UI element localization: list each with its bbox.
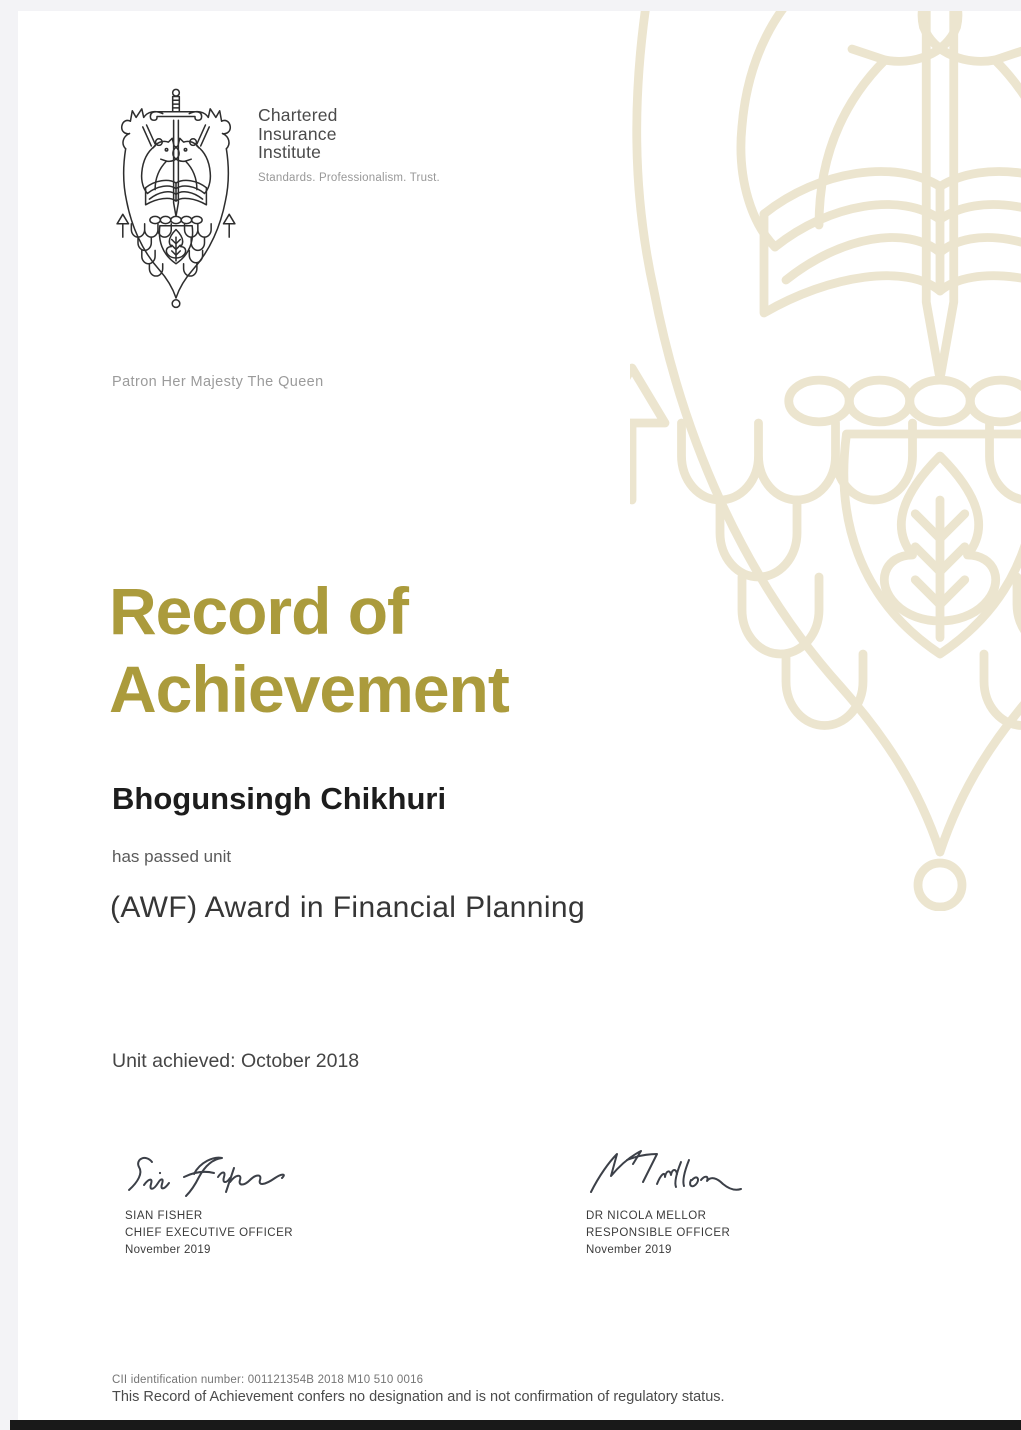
signature-date: November 2019 [586,1244,672,1256]
certificate-title-line-1: Record of [109,574,409,648]
signatory-name: SIAN FISHER [125,1210,203,1222]
brand-name-block [258,106,440,184]
signature-date: November 2019 [125,1244,211,1256]
signature-sian-fisher-icon [122,1146,297,1206]
signatory-role: CHIEF EXECUTIVE OFFICER [125,1227,294,1239]
unit-achieved-line: Unit achieved: October 2018 [112,1050,360,1072]
recipient-name: Bhogunsingh Chikhuri [112,781,447,816]
brand-name-line: Insurance [258,123,337,144]
patron-line: Patron Her Majesty The Queen [112,374,324,390]
brand-name-line: Chartered [258,105,338,125]
passed-text: has passed unit [112,847,232,866]
certificate-title [109,572,509,728]
brand-tagline: Standards. Professionalism. Trust. [258,171,440,184]
signatory-role: RESPONSIBLE OFFICER [586,1227,731,1239]
photo-bottom-bar [10,1420,1021,1430]
footer-block [112,1374,725,1405]
signature-block-ceo [122,1146,442,1259]
signature-block-responsible-officer [583,1140,903,1259]
cii-crest-logo-icon [100,85,252,317]
unit-name: (AWF) Award in Financial Planning [110,891,586,924]
signatory-name: DR NICOLA MELLOR [586,1210,707,1222]
cii-identification-number: CII identification number: 001121354B 2018 M10 510 0016 [112,1374,424,1386]
certificate-title-line-2: Achievement [109,652,509,726]
brand-name-line: Institute [258,142,322,162]
signature-nicola-mellor-icon [583,1140,758,1206]
footer-disclaimer: This Record of Achievement confers no designation and is not confirmation of regulatory status. [112,1389,725,1405]
